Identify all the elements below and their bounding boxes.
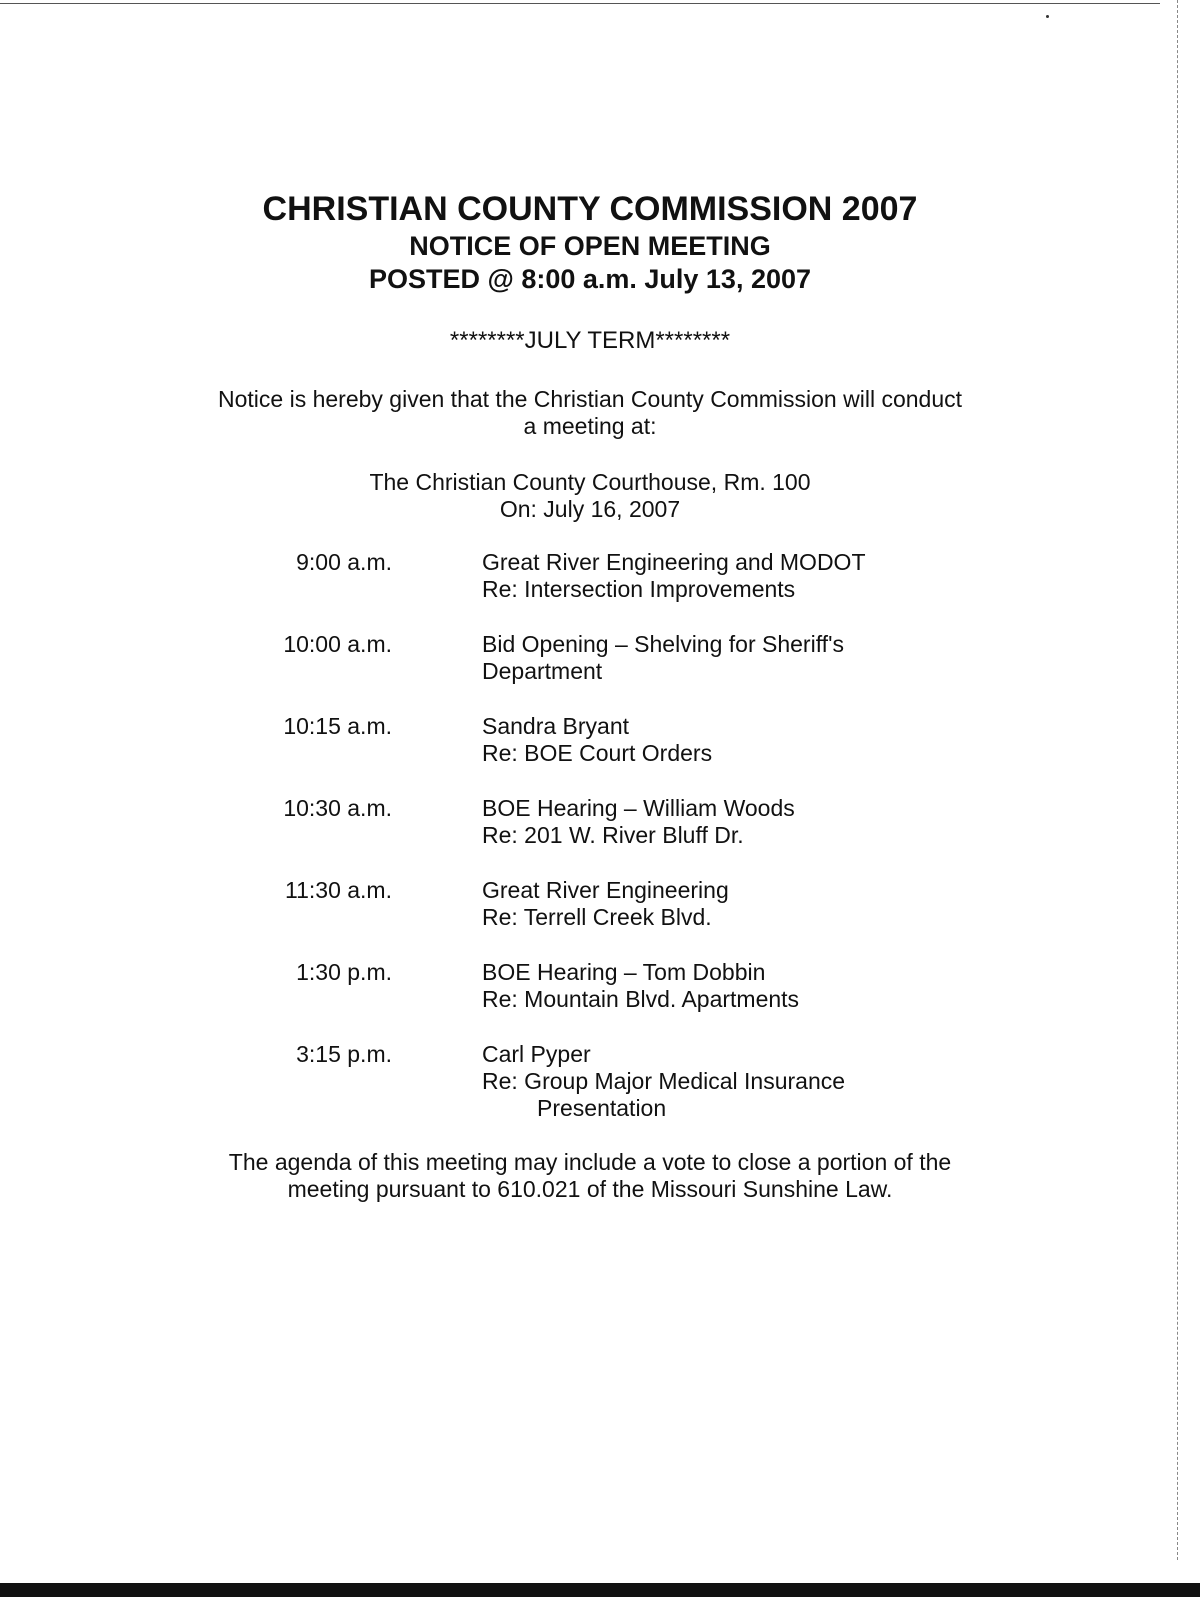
agenda-time: 10:00 a.m.: [283, 631, 392, 657]
agenda-description: [482, 549, 1042, 603]
agenda-line: Re: Terrell Creek Blvd.: [482, 904, 712, 930]
agenda-description: [482, 1041, 1042, 1122]
agenda-time: 10:30 a.m.: [283, 795, 392, 821]
agenda-line: Department: [482, 658, 603, 684]
agenda-time: 9:00 a.m.: [296, 549, 392, 575]
agenda-line: Re: BOE Court Orders: [482, 740, 713, 766]
location-date: On: July 16, 2007: [499, 496, 681, 522]
document-title: CHRISTIAN COUNTY COMMISSION 2007: [262, 190, 918, 228]
posted-line: POSTED @ 8:00 a.m. July 13, 2007: [368, 264, 812, 294]
closing-line: meeting pursuant to 610.021 of the Missouri Sunshine Law.: [287, 1176, 893, 1202]
closing-line: The agenda of this meeting may include a vote to close a portion of the: [228, 1149, 952, 1175]
meeting-location: [0, 469, 1180, 523]
term-banner: ********JULY TERM********: [449, 327, 731, 354]
agenda-time: 10:15 a.m.: [283, 713, 392, 739]
agenda-line: Presentation: [537, 1095, 667, 1121]
agenda-line: BOE Hearing – William Woods: [482, 795, 795, 821]
document-subtitle: NOTICE OF OPEN MEETING: [409, 231, 771, 261]
agenda-line: Re: Mountain Blvd. Apartments: [482, 986, 800, 1012]
intro-line: Notice is hereby given that the Christian County Commission will conduct: [218, 386, 962, 412]
intro-line: a meeting at:: [523, 413, 657, 439]
intro-paragraph: [180, 386, 1000, 440]
agenda-line: Great River Engineering and MODOT: [482, 549, 866, 575]
agenda-description: [482, 631, 1042, 685]
agenda-line: Bid Opening – Shelving for Sheriff's: [482, 631, 844, 657]
agenda-line: BOE Hearing – Tom Dobbin: [482, 959, 766, 985]
location-place: The Christian County Courthouse, Rm. 100: [369, 469, 811, 495]
agenda-description: [482, 713, 1042, 767]
agenda-line: Carl Pyper: [482, 1041, 591, 1067]
agenda-description: [482, 877, 1042, 931]
scan-edge-top: [0, 3, 1160, 4]
agenda-time: 3:15 p.m.: [296, 1041, 392, 1067]
agenda-line: Great River Engineering: [482, 877, 729, 903]
agenda-time: 1:30 p.m.: [296, 959, 392, 985]
agenda-time: 11:30 a.m.: [285, 877, 392, 903]
agenda-description: [482, 795, 1042, 849]
closing-statement: [0, 1149, 1180, 1203]
scan-speck: [1046, 15, 1049, 18]
agenda-line: Sandra Bryant: [482, 713, 630, 739]
agenda-line: Re: Group Major Medical Insurance: [482, 1068, 846, 1094]
scan-edge-bottom: [0, 1583, 1200, 1597]
agenda-line: Re: 201 W. River Bluff Dr.: [482, 822, 744, 848]
agenda-line: Re: Intersection Improvements: [482, 576, 796, 602]
agenda-description: [482, 959, 1042, 1013]
